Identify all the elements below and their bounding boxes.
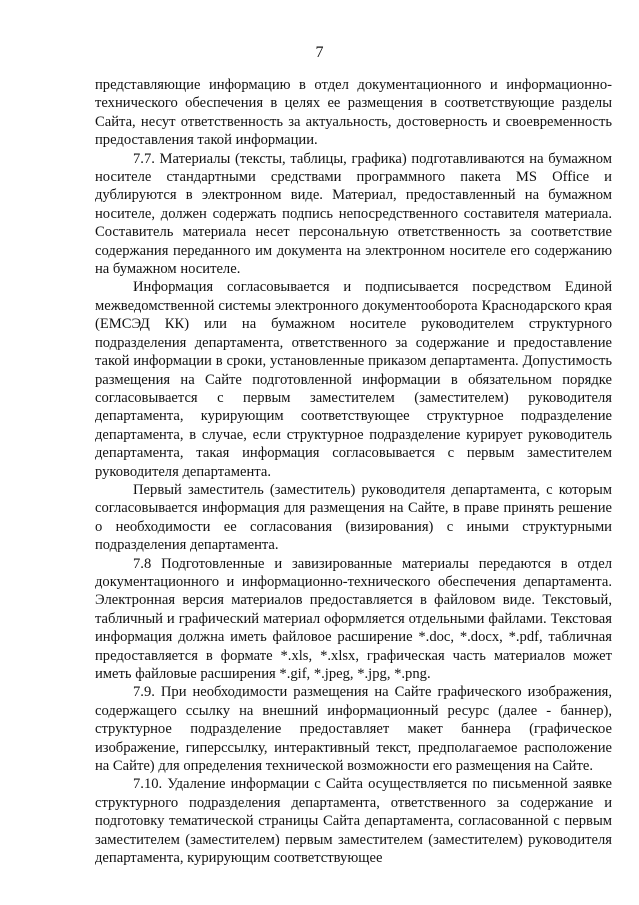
paragraph-7-9: 7.9. При необходимости размещения на Сайте графического изображения, содержащего ссылку на внешний информационный ресурс (далее - баннер), структурное подразделение предоставляет макет баннера (графическое изображение, гиперссылку, интерактивный текст, предполагаемое расположение на Сайте) для определения технической возможности его размещения на Сайте. xyxy=(95,684,612,775)
paragraph-approval: Информация согласовывается и подписывается посредством Единой межведомственной системы электронного документооборота Краснодарского края (ЕМСЭД КК) или на бумажном носителе руководителем структурного подразделения департамента, ответственного за содержание и предоставление такой информации в сроки, установленные приказом департамента. Допустимость размещения на Сайте подготовленной информации в обязательном порядке согласовывается с первым заместителем (заместителем) руководителя департамента, курирующим соответствующее структурное подразделение департамента, в случае, если структурное подразделение курирует руководитель департамента, такая информация согласовывается с первым заместителем руководителя департамента. xyxy=(95,279,612,480)
document-body xyxy=(95,76,612,867)
paragraph-7-7: 7.7. Материалы (тексты, таблицы, графика) подготавливаются на бумажном носителе стандартными средствами программного пакета MS Office и дублируются в электронном виде. Материал, предоставленный на бумажном носителе, должен содержать подпись непосредственного составителя материала. Составитель материала несет персональную ответственность за соответствие содержания переданного им документа на электронном носителе его содержанию на бумажном носителе. xyxy=(95,150,612,278)
page-number: 7 xyxy=(315,44,324,61)
paragraph-first-deputy: Первый заместитель (заместитель) руководителя департамента, с которым согласовывается информация для размещения на Сайте, в праве принять решение о необходимости ее согласования (визирования) с иными структурными подразделения департамента. xyxy=(95,481,612,554)
paragraph-continuation: представляющие информацию в отдел документационного и информационно-технического обеспечения в целях ее размещения в соответствующие разделы Сайта, несут ответственность за актуальность, достоверность и своевременность предоставления такой информации. xyxy=(95,77,612,149)
paragraph-7-8: 7.8 Подготовленные и завизированные материалы передаются в отдел документационного и информационно-технического обеспечения департамента. Электронная версия материалов предоставляется в файловом виде. Текстовый, табличный и графический материал оформляется отдельными файлами. Текстовая информация должна иметь файловое расширение *.doc, *.docx, *.pdf, табличная предоставляется в формате *.xls, *.xlsx, графическая часть материалов может иметь файловые расширения *.gif, *.jpeg, *.jpg, *.png. xyxy=(95,555,612,682)
paragraph-7-10: 7.10. Удаление информации с Сайта осуществляется по письменной заявке структурного подразделения департамента, ответственного за содержание и подготовку тематической страницы Сайта департамента, согласованной с первым заместителем (заместителем) первым заместителем (заместителем) руководителя департамента, курирующим соответствующее xyxy=(95,776,612,867)
